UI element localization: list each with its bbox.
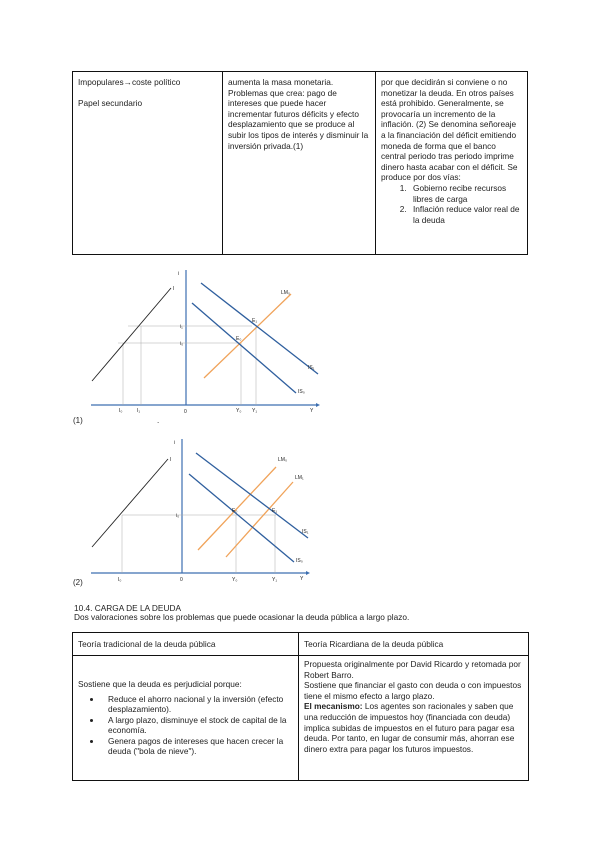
col1-line1: Impopulares→coste político [78,77,181,87]
is1-label: IS₁ [302,529,309,535]
header-traditional: Teoría tradicional de la deuda pública [73,633,299,656]
bullet-item: • Reduce el ahorro nacional y la inversión (efecto desplazamiento). [102,694,293,715]
e0-label: E₀ [232,508,238,514]
investment-curve [92,288,171,381]
y1-label: Y₁ [252,408,258,414]
i0-label: i₀ [176,513,180,519]
y1-label: Y₁ [272,577,278,583]
investment-curve [92,459,168,547]
ricardian-mechanism [304,701,523,754]
axis-y-label: i [174,440,176,446]
lm0-curve [204,294,291,378]
investment-label: I [170,457,172,463]
e1-label: E₁ [252,318,258,324]
ricardian-p2: Sostiene que financiar el gasto con deuda o con impuestos tiene el mismo efecto a largo plazo. [304,680,522,701]
via-item: 2. Inflación reduce valor real de la deuda [409,204,522,225]
via-item: 1. Gobierno recibe recursos libres de carga [409,183,522,204]
ricardian-p1: Propuesta originalmente por David Ricardo y retomada por Robert Barro. [304,659,521,680]
col3-cell [376,72,528,255]
axis-x-label: Y [310,408,314,414]
traditional-bullets [78,694,293,758]
vias-list [381,183,522,225]
is1-curve [196,453,308,538]
origin-label: 0 [184,409,187,415]
col3-text: por que decidirán si conviene o no monetizar la deuda. En otros países está prohibido. Generalmente, se provocaría un incremento de la inflación. (2) Se denomina señoreaje a la financiación del déficit emitiendo moneda de forma que el banco central periodo tras periodo imprime dinero hasta acabar con el déficit. Se produce por dos vías: [381,77,518,183]
investment-label: I [173,286,175,292]
section-title: 10.4. CARGA DE LA DEUDA [74,603,181,613]
col1-cell [73,72,223,255]
bullet-item: • Genera pagos de intereses que hacen crecer la deuda ("bola de nieve"). [102,736,293,757]
is0-label: IS₀ [296,558,303,564]
x-axis-arrow [316,403,320,407]
l0-label: I₀ [118,577,122,583]
y0-label: Y₀ [232,577,238,583]
origin-label: 0 [180,577,183,583]
is0-label: IS₀ [298,389,305,395]
traditional-intro: Sostiene que la deuda es perjudicial porque: [78,678,242,689]
bullet-item: • A largo plazo, disminuye el stock de capital de la economía. [102,715,293,736]
figure1-caption: (1) [73,416,83,425]
col2-text: aumenta la masa monetaria. Problemas que crea: pago de intereses que puede hacer incrementar futuros déficits y efecto desplazamiento que se produce al subir los tipos de interés y disminuir la inversión privada.(1) [228,77,369,151]
mechanism-text: Los agentes son racionales y saben que una reducción de impuestos hoy (financiada con deuda) implica subidas de impuestos en el futuro para pagar esa deuda. Por tanto, en lugar de consumir más, ahorran ese dinero extra para pagar los futuros impuestos. [304,701,515,754]
is1-curve [201,283,318,374]
is1-label: IS₁ [308,365,315,371]
col1-line2: Papel secundario [78,97,143,108]
debt-theories-table [72,632,529,781]
figure2-chart [86,435,326,585]
header-ricardian: Teoría Ricardiana de la deuda pública [299,633,529,656]
e1-label: E₁ [272,508,278,514]
l1-label: I₁ [137,408,141,414]
figure2-caption: (2) [73,578,83,587]
traditional-cell [73,656,299,781]
l0-label: I₀ [119,408,123,414]
y0-label: Y₀ [236,408,242,414]
mechanism-label: El mecanismo: [304,701,363,712]
i0-label: i₀ [180,341,184,347]
e0-label: E₀ [236,336,242,342]
i1-label: i₁ [180,324,183,330]
continuation-table [72,71,528,255]
col2-cell [223,72,376,255]
axis-x-label: Y [300,576,304,582]
x-axis-arrow [306,571,310,575]
lm0-label: LM₀ [278,457,288,463]
ricardian-cell [299,656,529,781]
lm1-label: LM₁ [295,475,304,481]
figure1-dot: . [157,416,160,425]
figure1-chart [86,266,326,416]
lm0-label: LM₀ [281,290,291,296]
axis-y-label: i [178,271,180,277]
section-description: Dos valoraciones sobre los problemas que puede ocasionar la deuda pública a largo plazo. [74,612,410,622]
